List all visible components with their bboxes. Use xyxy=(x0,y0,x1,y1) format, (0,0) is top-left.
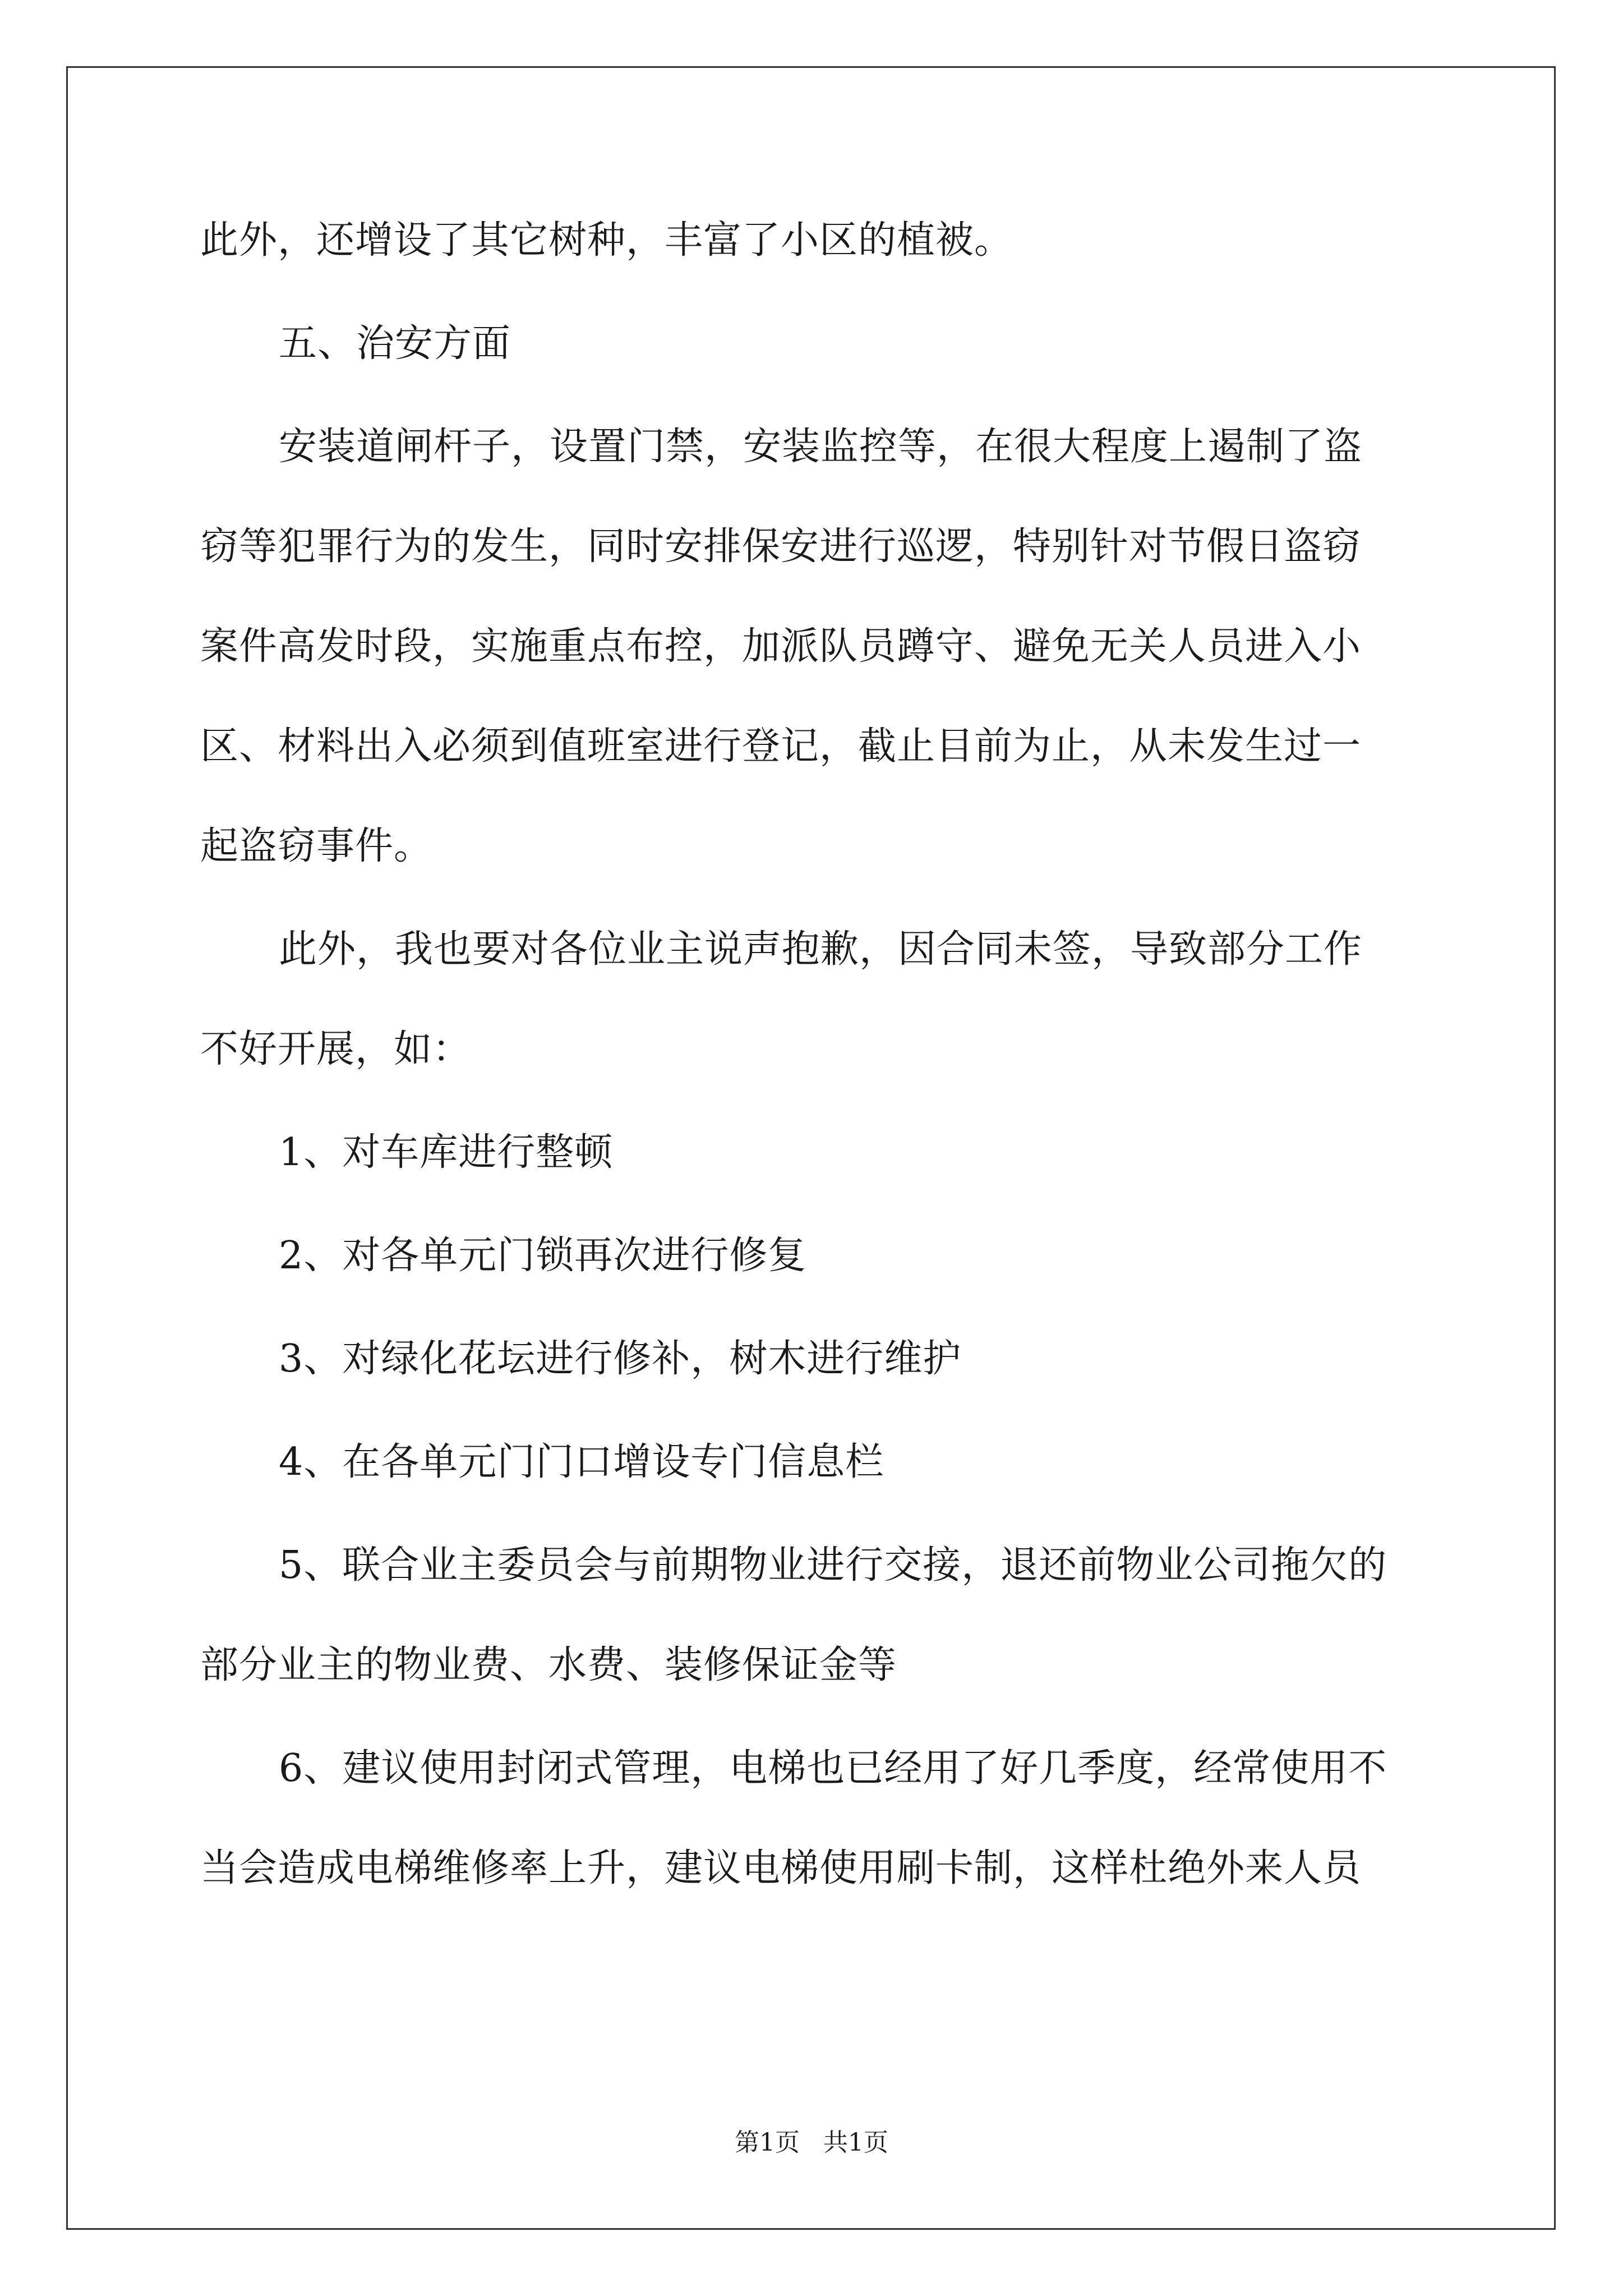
list-item: 5、联合业主委员会与前期物业进行交接，退还前物业公司拖欠的 xyxy=(279,1543,1387,1588)
text-line: 当会造成电梯维修率上升，建议电梯使用刷卡制，这样杜绝外来人员 xyxy=(200,1846,1362,1890)
list-item: 4、在各单元门门口增设专门信息栏 xyxy=(279,1440,884,1484)
text-line: 不好开展，如： xyxy=(200,1027,472,1071)
document-body xyxy=(200,218,1423,1890)
page-footer: 第1页 共1页 xyxy=(735,2128,888,2157)
text-line: 安装道闸杆子，设置门禁，安装监控等，在很大程度上遏制了盗 xyxy=(279,425,1363,469)
list-item: 6、建议使用封闭式管理，电梯也已经用了好几季度，经常使用不 xyxy=(279,1746,1387,1791)
text-line: 案件高发时段，实施重点布控，加派队员蹲守、避免无关人员进入小 xyxy=(200,624,1362,669)
section-heading: 五、治安方面 xyxy=(279,321,511,366)
text-line: 起盗窃事件。 xyxy=(200,824,433,868)
text-line: 此外，我也要对各位业主说声抱歉，因合同未签，导致部分工作 xyxy=(279,927,1363,972)
text-line: 窃等犯罪行为的发生，同时安排保安进行巡逻，特别针对节假日盗窃 xyxy=(200,524,1362,569)
list-item: 3、对绿化花坛进行修补，树木进行维护 xyxy=(279,1337,962,1381)
text-line: 部分业主的物业费、水费、装修保证金等 xyxy=(200,1643,897,1687)
list-item: 2、对各单元门锁再次进行修复 xyxy=(279,1234,807,1278)
list-item: 1、对车库进行整顿 xyxy=(279,1130,614,1175)
text-line: 区、材料出入必须到值班室进行登记，截止目前为止，从未发生过一 xyxy=(200,724,1362,769)
text-line: 此外，还增设了其它树种，丰富了小区的植被。 xyxy=(200,218,1013,263)
